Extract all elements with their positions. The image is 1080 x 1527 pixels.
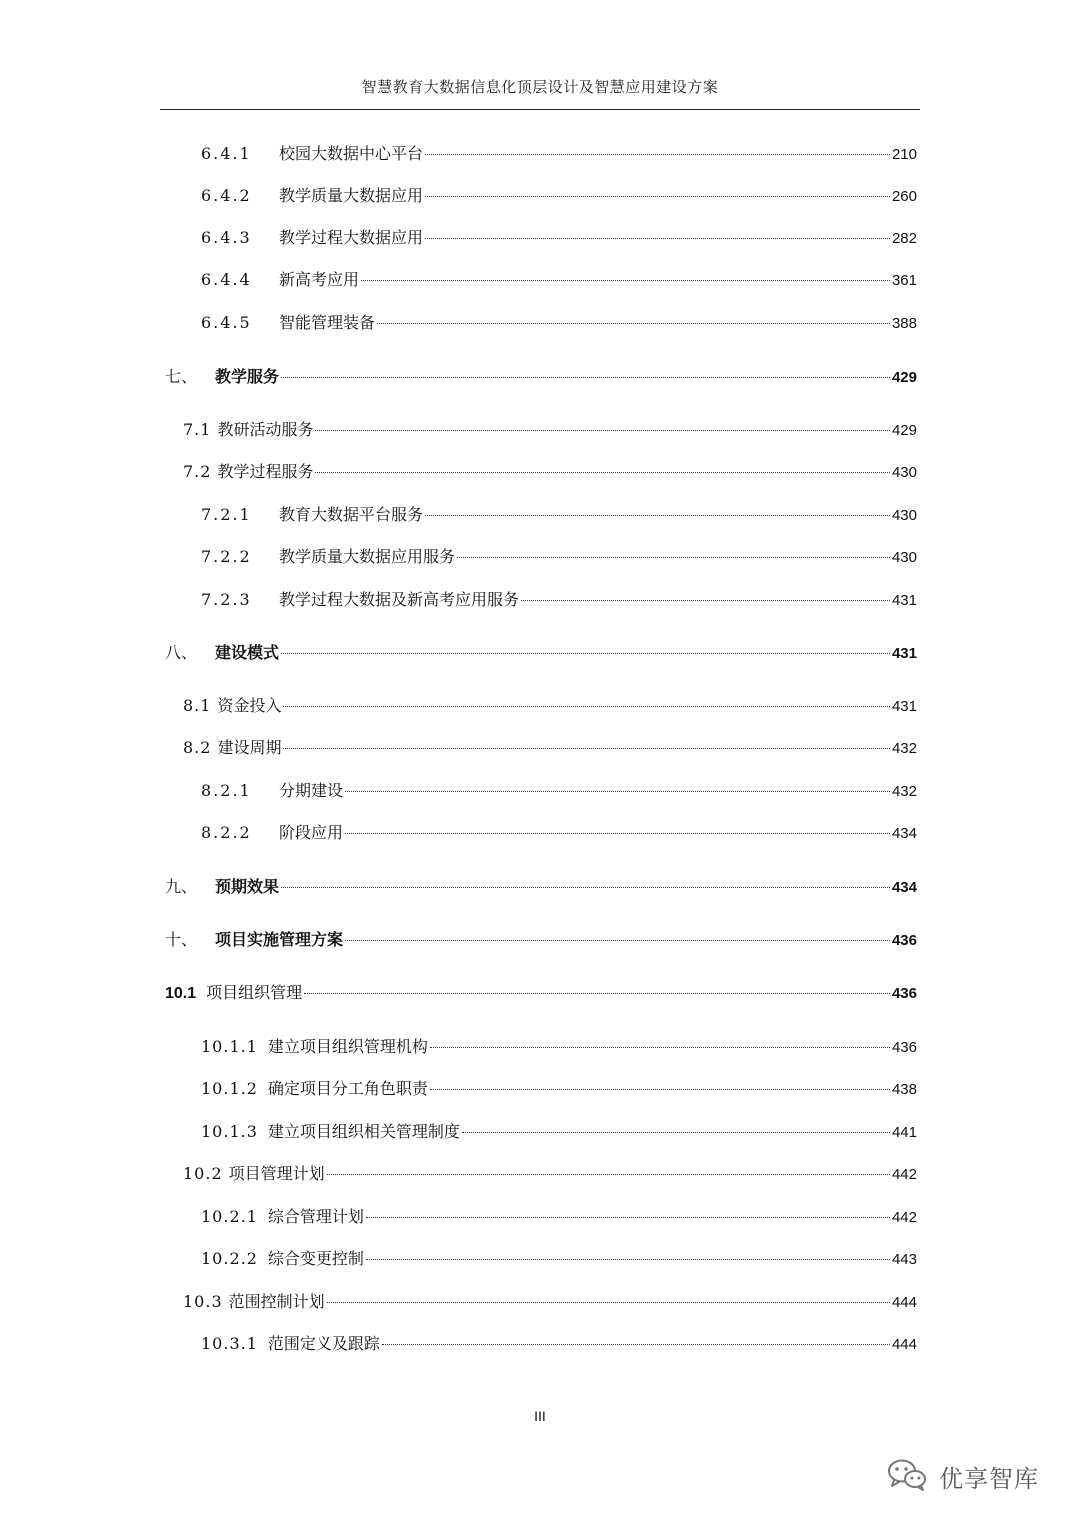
toc-dot-leader — [457, 557, 890, 558]
toc-entry-page: 444 — [891, 1336, 917, 1353]
toc-entry[interactable] — [201, 1119, 917, 1143]
toc-dot-leader — [345, 940, 890, 941]
toc-entry-number: 7.2.3 — [201, 590, 252, 609]
toc-entry[interactable] — [183, 693, 917, 717]
toc-entry-number: 8.1 — [183, 696, 212, 715]
toc-entry-page: 432 — [891, 740, 917, 757]
toc-entry-page: 438 — [891, 1081, 917, 1098]
toc-dot-leader — [327, 1174, 890, 1175]
toc-entry-number: 10.3 — [183, 1292, 223, 1311]
toc-entry-page: 431 — [891, 645, 917, 662]
toc-dot-leader — [281, 377, 890, 378]
toc-section-entry[interactable] — [165, 980, 917, 1004]
toc-entry-number: 10.3.1 — [201, 1334, 258, 1353]
toc-entry-title: 建设周期 — [217, 738, 282, 757]
toc-dot-leader — [281, 653, 890, 654]
toc-chapter-entry[interactable] — [165, 874, 917, 898]
toc-entry-title: 预期效果 — [215, 877, 280, 896]
toc-entry-title: 项目管理计划 — [228, 1164, 325, 1183]
toc-entry-page: 388 — [891, 315, 917, 332]
toc-entry-page: 434 — [891, 825, 917, 842]
toc-dot-leader — [345, 833, 890, 834]
toc-entry-page: 282 — [891, 230, 917, 247]
toc-entry[interactable] — [201, 1076, 917, 1100]
toc-entry-title: 范围控制计划 — [228, 1292, 325, 1311]
toc-chapter-entry[interactable] — [165, 364, 917, 388]
toc-entry-title: 资金投入 — [217, 696, 282, 715]
toc-entry-page: 429 — [891, 422, 917, 439]
toc-entry-page: 431 — [891, 698, 917, 715]
toc-entry-number: 8.2.1 — [201, 781, 252, 800]
toc-dot-leader — [283, 748, 890, 749]
toc-entry[interactable] — [201, 1246, 917, 1270]
toc-entry-title: 项目组织管理 — [206, 983, 303, 1002]
toc-entry[interactable] — [201, 778, 917, 802]
toc-entry-number: 10.1.2 — [201, 1079, 258, 1098]
toc-entry-page: 436 — [891, 932, 917, 949]
toc-dot-leader — [425, 238, 890, 239]
page-number: III — [534, 1408, 546, 1424]
toc-dot-leader — [382, 1344, 890, 1345]
watermark — [885, 1456, 1039, 1496]
toc-entry[interactable] — [183, 417, 917, 441]
toc-dot-leader — [521, 600, 890, 601]
toc-entry[interactable] — [201, 1034, 917, 1058]
toc-entry-number: 九、 — [165, 877, 198, 896]
toc-entry[interactable] — [201, 141, 917, 165]
toc-dot-leader — [430, 1089, 890, 1090]
toc-dot-leader — [462, 1132, 890, 1133]
toc-entry-title: 分期建设 — [279, 781, 344, 800]
toc-entry-page: 443 — [891, 1251, 917, 1268]
toc-entry-number: 10.1.3 — [201, 1122, 258, 1141]
toc-dot-leader — [327, 1302, 890, 1303]
toc-entry[interactable] — [201, 310, 917, 334]
toc-entry-title: 教学质量大数据应用服务 — [279, 547, 456, 566]
toc-entry-number: 10.1.1 — [201, 1037, 258, 1056]
toc-entry-page: 431 — [891, 592, 917, 609]
toc-entry-number: 6.4.2 — [201, 186, 252, 205]
toc-entry-title: 智能管理装备 — [279, 313, 376, 332]
toc-entry-number: 八、 — [165, 643, 198, 662]
toc-dot-leader — [366, 1259, 890, 1260]
toc-entry-title: 教学过程大数据及新高考应用服务 — [279, 590, 520, 609]
toc-dot-leader — [361, 280, 890, 281]
toc-entry-title: 教学过程大数据应用 — [279, 228, 424, 247]
toc-chapter-entry[interactable] — [165, 927, 917, 951]
toc-entry-title: 范围定义及跟踪 — [267, 1334, 380, 1353]
toc-entry-number: 7.1 — [183, 420, 212, 439]
toc-entry-number: 十、 — [165, 930, 198, 949]
toc-entry[interactable] — [201, 1204, 917, 1228]
toc-entry-page: 442 — [891, 1166, 917, 1183]
toc-entry[interactable] — [201, 544, 917, 568]
toc-entry-title: 建立项目组织管理机构 — [267, 1037, 428, 1056]
toc-dot-leader — [281, 887, 890, 888]
toc-entry-page: 444 — [891, 1294, 917, 1311]
toc-dot-leader — [430, 1047, 890, 1048]
toc-entry-number: 10.2 — [183, 1164, 223, 1183]
toc-entry-number: 10.2.1 — [201, 1207, 258, 1226]
toc-entry[interactable] — [201, 502, 917, 526]
toc-entry-title: 确定项目分工角色职责 — [267, 1079, 428, 1098]
toc-entry-page: 430 — [891, 549, 917, 566]
toc-entry[interactable] — [201, 587, 917, 611]
toc-entry-page: 430 — [891, 464, 917, 481]
toc-entry-number: 7.2 — [183, 462, 212, 481]
toc-entry-title: 教研活动服务 — [217, 420, 314, 439]
watermark-text: 优享智库 — [939, 1464, 1039, 1493]
toc-entry-number: 7.2.2 — [201, 547, 252, 566]
toc-entry-number: 7.2.1 — [201, 505, 252, 524]
toc-entry-title: 教学服务 — [215, 367, 280, 386]
toc-entry-page: 361 — [891, 272, 917, 289]
toc-entry-page: 432 — [891, 783, 917, 800]
toc-entry[interactable] — [183, 1289, 917, 1313]
toc-entry-page: 436 — [891, 985, 917, 1002]
toc-entry-title: 建立项目组织相关管理制度 — [267, 1122, 460, 1141]
toc-dot-leader — [304, 993, 890, 994]
toc-entry-number: 8.2.2 — [201, 823, 252, 842]
toc-dot-leader — [425, 515, 890, 516]
toc-entry-page: 442 — [891, 1209, 917, 1226]
toc-dot-leader — [377, 323, 890, 324]
toc-entry-number: 10.2.2 — [201, 1249, 258, 1268]
toc-dot-leader — [425, 154, 890, 155]
toc-entry-title: 建设模式 — [215, 643, 280, 662]
toc-entry-page: 430 — [891, 507, 917, 524]
toc-entry[interactable] — [201, 1331, 917, 1355]
toc-entry[interactable] — [183, 735, 917, 759]
toc-entry-page: 210 — [891, 146, 917, 163]
toc-entry-title: 新高考应用 — [279, 270, 360, 289]
toc-entry-title: 综合管理计划 — [267, 1207, 364, 1226]
toc-entry-title: 项目实施管理方案 — [215, 930, 344, 949]
toc-entry[interactable] — [201, 820, 917, 844]
toc-entry-number: 8.2 — [183, 738, 212, 757]
toc-entry-number: 6.4.5 — [201, 313, 252, 332]
toc-entry-number: 6.4.4 — [201, 270, 252, 289]
toc-entry[interactable] — [201, 267, 917, 291]
toc-dot-leader — [315, 430, 890, 431]
toc-entry-number: 6.4.1 — [201, 144, 252, 163]
toc-entry-page: 429 — [891, 369, 917, 386]
toc-entry-page: 260 — [891, 188, 917, 205]
toc-entry-page: 441 — [891, 1124, 917, 1141]
toc-entry-title: 教育大数据平台服务 — [279, 505, 424, 524]
toc-entry-number: 七、 — [165, 367, 198, 386]
toc-entry-page: 436 — [891, 1039, 917, 1056]
toc-dot-leader — [366, 1217, 890, 1218]
toc-entry[interactable] — [201, 183, 917, 207]
toc-chapter-entry[interactable] — [165, 640, 917, 664]
wechat-icon — [885, 1456, 929, 1496]
toc-entry-page: 434 — [891, 879, 917, 896]
toc-entry-title: 综合变更控制 — [267, 1249, 364, 1268]
toc-entry-number: 6.4.3 — [201, 228, 252, 247]
toc-dot-leader — [345, 791, 890, 792]
toc-entry-title: 教学质量大数据应用 — [279, 186, 424, 205]
toc-entry[interactable] — [201, 225, 917, 249]
toc-entry-number: 10.1 — [165, 985, 197, 1002]
toc-dot-leader — [425, 196, 890, 197]
toc-dot-leader — [315, 472, 890, 473]
toc-entry[interactable] — [183, 459, 917, 483]
toc-entry-title: 阶段应用 — [279, 823, 344, 842]
toc-entry-title: 校园大数据中心平台 — [279, 144, 424, 163]
document-header-title: 智慧教育大数据信息化顶层设计及智慧应用建设方案 — [361, 78, 719, 96]
toc-entry[interactable] — [183, 1161, 917, 1185]
toc-entry-title: 教学过程服务 — [217, 462, 314, 481]
toc-dot-leader — [283, 706, 890, 707]
